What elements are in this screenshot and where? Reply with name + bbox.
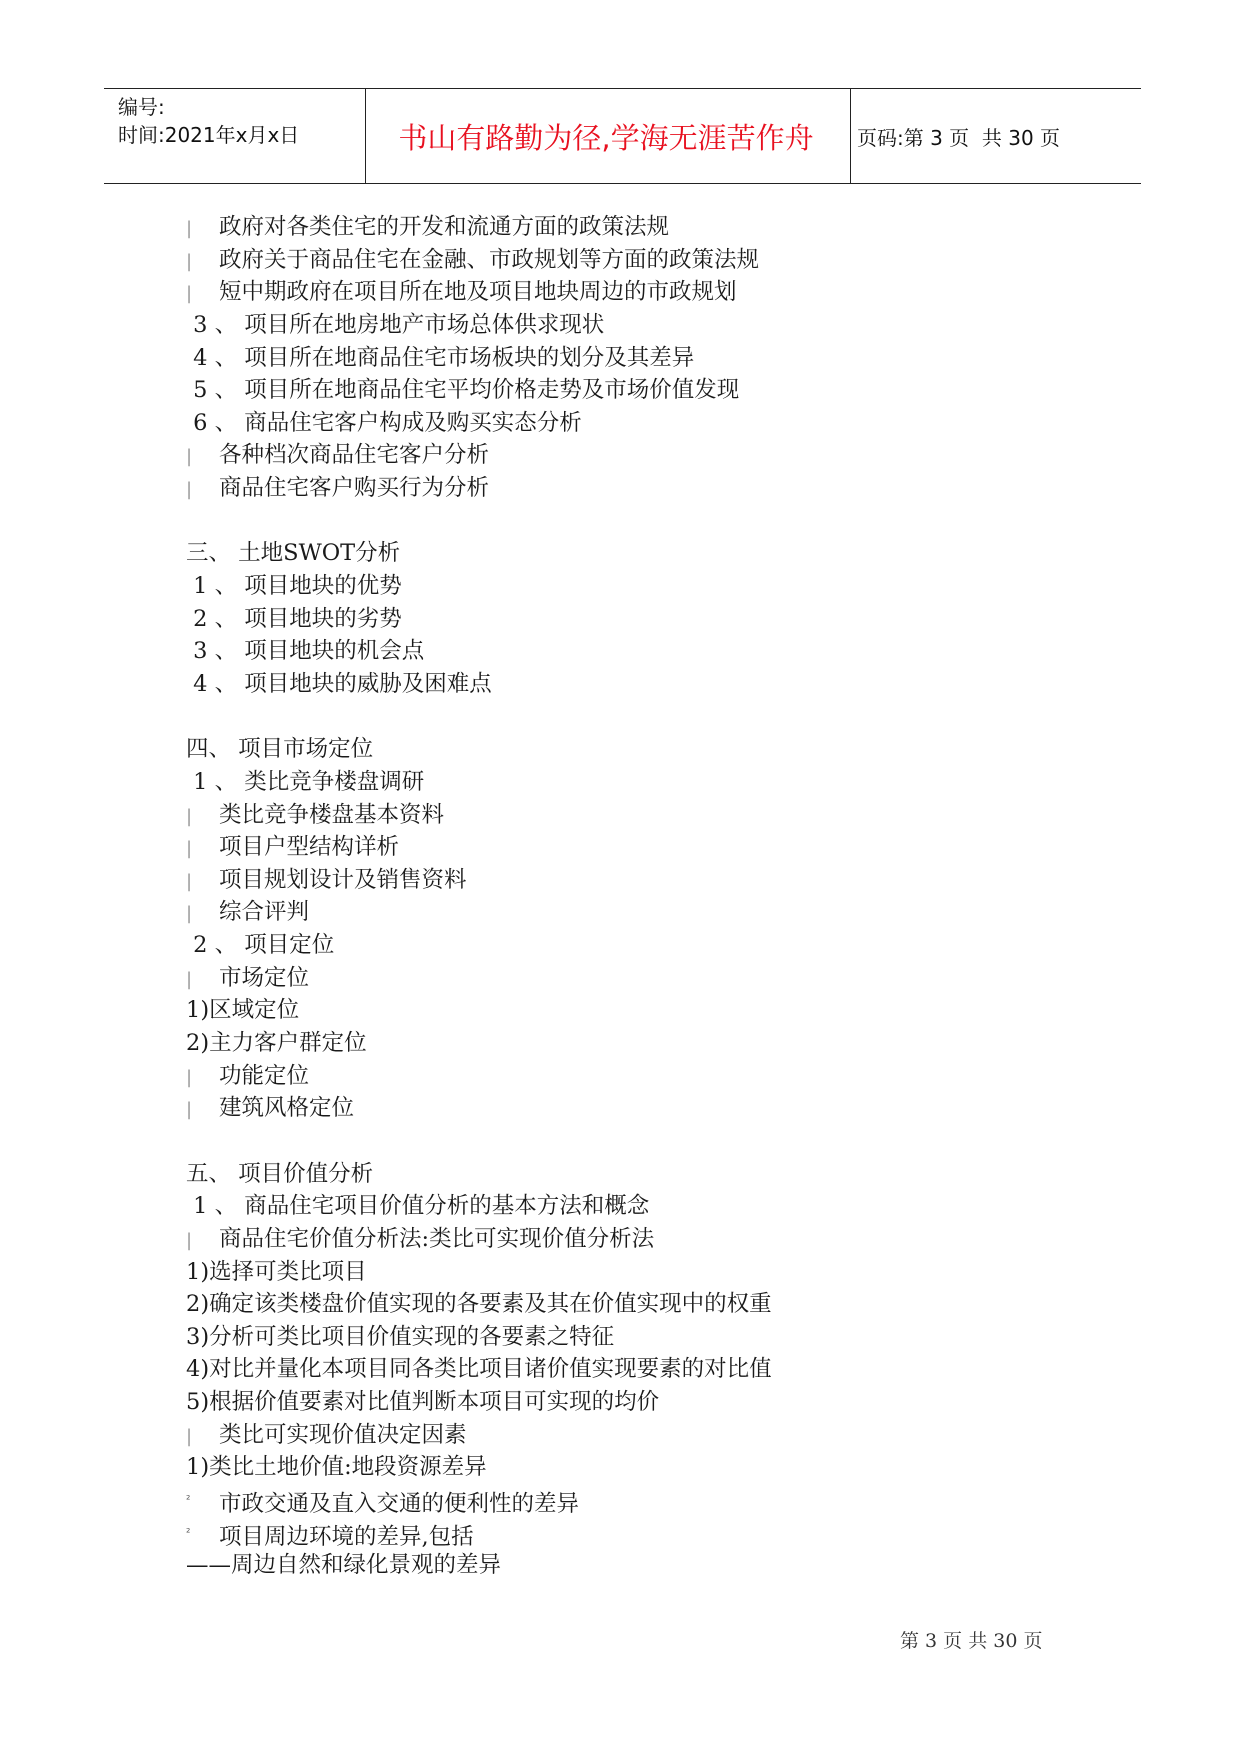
text-line: [186, 733, 1086, 766]
text-line: [186, 1256, 1086, 1289]
bullet-bar-icon: |: [186, 479, 193, 501]
line-text: 4 、 项目所在地商品住宅市场板块的划分及其差异: [186, 344, 695, 371]
bullet-bar-icon: |: [186, 283, 193, 305]
line-text: 政府关于商品住宅在金融、市政规划等方面的政策法规: [219, 246, 760, 273]
text-line: [186, 472, 1086, 505]
line-text: 2)确定该类楼盘价值实现的各要素及其在价值实现中的权重: [186, 1291, 772, 1318]
header-motto: 书山有路勤为径,学海无涯苦作舟: [398, 120, 814, 155]
line-text: 1 、 类比竞争楼盘调研: [186, 768, 425, 795]
document-number-label: 编号:: [118, 95, 165, 119]
line-text: 类比竞争楼盘基本资料: [219, 801, 445, 828]
line-text: 项目周边环境的差异,包括: [219, 1523, 474, 1550]
line-text: 五、 项目价值分析: [186, 1160, 374, 1187]
text-line: [186, 1288, 1086, 1321]
page-footer: 第 3 页 共 30 页: [900, 1630, 1043, 1652]
text-line: [186, 439, 1086, 472]
text-line: [186, 1419, 1086, 1452]
text-line: [186, 276, 1086, 309]
line-text: 四、 项目市场定位: [186, 736, 374, 763]
text-line: [186, 766, 1086, 799]
bullet-bar-icon: |: [186, 250, 193, 272]
line-text: 建筑风格定位: [219, 1095, 355, 1122]
text-line: [186, 1158, 1086, 1191]
bullet-superscript-icon: ²: [186, 1492, 191, 1506]
line-text: 3)分析可类比项目价值实现的各要素之特征: [186, 1323, 615, 1350]
blank-line: [186, 505, 1086, 538]
line-text: 3 、 项目地块的机会点: [186, 638, 425, 665]
bullet-superscript-icon: ²: [186, 1525, 191, 1539]
text-line: [186, 1549, 1086, 1582]
bullet-bar-icon: |: [186, 870, 193, 892]
line-text: 商品住宅客户购买行为分析: [219, 475, 490, 502]
text-line: [186, 1027, 1086, 1060]
text-line: [186, 962, 1086, 995]
line-text: 市场定位: [219, 964, 310, 991]
line-text: 项目规划设计及销售资料: [219, 866, 467, 893]
text-line: [186, 1321, 1086, 1354]
bullet-bar-icon: |: [186, 968, 193, 990]
line-text: 4 、 项目地块的威胁及困难点: [186, 670, 492, 697]
blank-line: [186, 701, 1086, 734]
line-text: 政府对各类住宅的开发和流通方面的政策法规: [219, 214, 670, 240]
text-line: [186, 211, 1086, 244]
line-text: 5)根据价值要素对比值判断本项目可实现的均价: [186, 1389, 660, 1416]
bullet-bar-icon: |: [186, 903, 193, 925]
line-text: 三、 土地SWOT分析: [186, 540, 401, 567]
line-text: 2)主力客户群定位: [186, 1030, 367, 1057]
text-line: [186, 1060, 1086, 1093]
document-header: [104, 88, 1141, 184]
text-line: [186, 929, 1086, 962]
text-line: [186, 374, 1086, 407]
line-text: 4)对比并量化本项目同各类比项目诸价值实现要素的对比值: [186, 1356, 772, 1383]
text-line: [186, 994, 1086, 1027]
line-text: 1 、 项目地块的优势: [186, 573, 402, 600]
bullet-bar-icon: |: [186, 446, 193, 468]
text-line: [186, 864, 1086, 897]
text-line: [186, 668, 1086, 701]
line-text: 功能定位: [219, 1062, 310, 1089]
text-line: [186, 896, 1086, 929]
line-text: 类比可实现价值决定因素: [219, 1421, 467, 1448]
line-text: 1)类比土地价值:地段资源差异: [186, 1454, 487, 1481]
line-text: 2 、 项目地块的劣势: [186, 605, 402, 632]
text-line: [186, 603, 1086, 636]
line-text: 短中期政府在项目所在地及项目地块周边的市政规划: [219, 279, 737, 306]
text-line: [186, 407, 1086, 440]
line-text: 各种档次商品住宅客户分析: [219, 442, 490, 469]
line-text: 6 、 商品住宅客户构成及购买实态分析: [186, 409, 582, 436]
bullet-bar-icon: |: [186, 1099, 193, 1121]
line-text: 1)区域定位: [186, 997, 300, 1024]
text-line: [186, 570, 1086, 603]
text-line: [186, 1353, 1086, 1386]
text-line: [186, 831, 1086, 864]
line-text: ——周边自然和绿化景观的差异: [186, 1552, 502, 1579]
document-body: [186, 211, 1086, 1582]
text-line: [186, 309, 1086, 342]
header-page-number: 页码:第 3 页 共 30 页: [857, 125, 1061, 150]
line-text: 项目户型结构详析: [219, 834, 400, 861]
line-text: 3 、 项目所在地房地产市场总体供求现状: [186, 311, 605, 338]
header-info: [118, 93, 299, 149]
line-text: 市政交通及直入交通的便利性的差异: [219, 1490, 580, 1517]
text-line: [186, 635, 1086, 668]
bullet-bar-icon: |: [186, 1066, 193, 1088]
text-line: [186, 1484, 1086, 1517]
text-line: [186, 1223, 1086, 1256]
text-line: [186, 537, 1086, 570]
document-time-label: 时间:2021年x月x日: [118, 123, 300, 147]
text-line: [186, 1190, 1086, 1223]
text-line: [186, 1451, 1086, 1484]
line-text: 1 、 商品住宅项目价值分析的基本方法和概念: [186, 1193, 650, 1220]
line-text: 综合评判: [219, 899, 310, 926]
bullet-bar-icon: |: [186, 1229, 193, 1251]
header-divider-right: [850, 89, 851, 183]
text-line: [186, 1092, 1086, 1125]
text-line: [186, 1517, 1086, 1550]
text-line: [186, 799, 1086, 832]
bullet-bar-icon: |: [186, 838, 193, 860]
bullet-bar-icon: |: [186, 1425, 193, 1447]
line-text: 5 、 项目所在地商品住宅平均价格走势及市场价值发现: [186, 377, 740, 404]
blank-line: [186, 1125, 1086, 1158]
line-text: 商品住宅价值分析法:类比可实现价值分析法: [219, 1225, 655, 1252]
bullet-bar-icon: |: [186, 805, 193, 827]
line-text: 2 、 项目定位: [186, 932, 335, 959]
text-line: [186, 1386, 1086, 1419]
bullet-bar-icon: |: [186, 218, 193, 239]
text-line: [186, 244, 1086, 277]
line-text: 1)选择可类比项目: [186, 1258, 367, 1285]
text-line: [186, 342, 1086, 375]
